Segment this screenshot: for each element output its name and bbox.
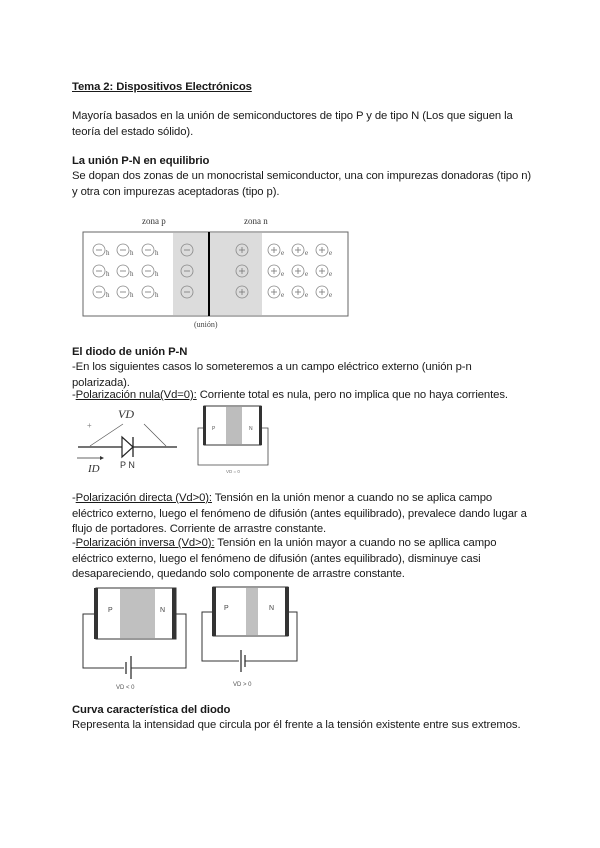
depletion-n-region bbox=[210, 233, 262, 315]
section-heading-union-pn: La unión P-N en equilibrio bbox=[72, 155, 210, 167]
pn-junction-figure bbox=[82, 210, 350, 335]
svg-text:N: N bbox=[249, 426, 253, 432]
forward-bias-diagram bbox=[202, 587, 297, 688]
diode-symbol bbox=[122, 437, 133, 457]
polarizacion-directa-label: Polarización directa (Vd>0): bbox=[75, 492, 212, 504]
section-body-union-pn: Se dopan dos zonas de un monocristal semiconductor, una con impurezas donadoras (tipo n) y otra con impurezas aceptadoras (tipo p). bbox=[72, 170, 532, 198]
section-heading-diodo: El diodo de unión P-N bbox=[72, 346, 188, 358]
svg-text:e: e bbox=[329, 249, 333, 257]
section-heading-curva: Curva característica del diodo bbox=[72, 704, 231, 716]
svg-text:N: N bbox=[269, 605, 275, 612]
svg-text:h: h bbox=[106, 291, 110, 299]
svg-text:e: e bbox=[305, 291, 309, 299]
intro-paragraph: Mayoría basados en la unión de semiconductores de tipo P y de tipo N (Los que siguen la teoría del estado sólido). bbox=[72, 110, 513, 138]
svg-text:e: e bbox=[281, 249, 285, 257]
forward-caption: VD > 0 bbox=[233, 682, 252, 688]
pn-label: P N bbox=[120, 460, 135, 470]
zona-n-label: zona n bbox=[244, 216, 268, 226]
svg-text:e: e bbox=[281, 270, 285, 278]
svg-text:VD = 0: VD = 0 bbox=[226, 469, 240, 474]
svg-text:h: h bbox=[155, 270, 159, 278]
polarizacion-inversa-paragraph: -Polarización inversa (Vd>0): Tensión en la unión mayor a cuando no se apllica campo eléctrico externo, luego el fenómeno de difusión (antes equilibrado), disminuye casi desapareciendo, quedando solo componente de arrastre constante. bbox=[72, 537, 497, 580]
svg-text:h: h bbox=[106, 270, 110, 278]
zero-bias-box-diagram bbox=[193, 403, 283, 475]
svg-text:e: e bbox=[281, 291, 285, 299]
polarizacion-nula-label: Polarización nula(Vd=0): bbox=[75, 389, 197, 401]
union-label: (unión) bbox=[194, 320, 218, 329]
reverse-bias-diagram bbox=[83, 588, 186, 691]
svg-text:h: h bbox=[155, 249, 159, 257]
polarizacion-directa-paragraph: -Polarización directa (Vd>0): Tensión en la unión menor a cuando no se aplica campo eléctrico externo, luego el fenómeno de difusión (antes equilibrado), prevalece dando lugar a flujo de portadores. Corriente de arrastre constante. bbox=[72, 492, 527, 535]
svg-text:e: e bbox=[305, 270, 309, 278]
svg-text:h: h bbox=[130, 270, 134, 278]
svg-text:P: P bbox=[108, 607, 113, 614]
vd-label: VD bbox=[118, 407, 134, 421]
diode-schematic bbox=[60, 400, 190, 476]
polarizacion-nula-paragraph: -Polarización nula(Vd=0): Corriente total es nula, pero no implica que no haya corrientes. bbox=[72, 389, 508, 401]
document-title: Tema 2: Dispositivos Electrónicos bbox=[72, 81, 252, 93]
zona-p-label: zona p bbox=[142, 216, 166, 226]
section-body-curva: Representa la intensidad que circula por él frente a la tensión existente entre sus extremos. bbox=[72, 719, 521, 731]
id-label: ID bbox=[88, 463, 100, 475]
svg-text:h: h bbox=[155, 291, 159, 299]
svg-text:P: P bbox=[224, 605, 229, 612]
svg-text:h: h bbox=[130, 249, 134, 257]
svg-text:e: e bbox=[305, 249, 309, 257]
svg-text:e: e bbox=[329, 270, 333, 278]
bias-diagrams bbox=[60, 580, 320, 695]
svg-text:N: N bbox=[160, 607, 166, 614]
svg-text:h: h bbox=[106, 249, 110, 257]
svg-text:e: e bbox=[329, 291, 333, 299]
svg-text:h: h bbox=[130, 291, 134, 299]
polarizacion-inversa-label: Polarización inversa (Vd>0): bbox=[75, 537, 215, 549]
section-intro-diodo: -En los siguientes casos lo someteremos a un campo eléctrico externo (unión p-n polarizada). bbox=[72, 361, 472, 389]
svg-text:P: P bbox=[212, 426, 216, 432]
svg-text:+: + bbox=[87, 421, 92, 430]
reverse-caption: VD < 0 bbox=[116, 685, 135, 691]
